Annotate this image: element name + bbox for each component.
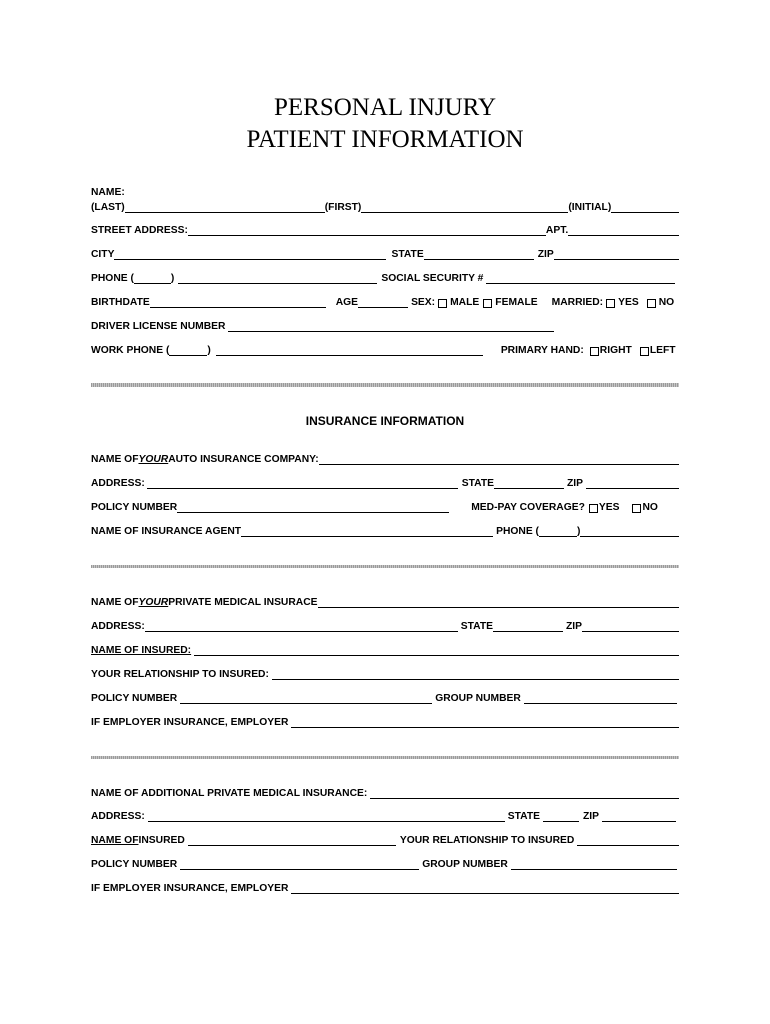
medical-zip-label: ZIP <box>566 621 583 632</box>
agent-phone-paren-close: ) <box>577 526 581 537</box>
state-field[interactable] <box>424 248 534 260</box>
auto-policy-field[interactable] <box>177 501 449 513</box>
auto-state-field[interactable] <box>494 477 564 489</box>
additional-zip-field[interactable] <box>602 810 676 822</box>
auto-zip-label: ZIP <box>567 478 584 489</box>
auto-insurance-name-label-prefix: NAME OF <box>91 454 139 465</box>
form-title-line1: PERSONAL INJURY <box>273 94 497 121</box>
medical-policy-row <box>91 691 679 705</box>
birthdate-field[interactable] <box>150 296 326 308</box>
ssn-field[interactable] <box>486 272 675 284</box>
agent-field[interactable] <box>241 525 493 537</box>
additional-state-field[interactable] <box>543 810 579 822</box>
agent-phone-number-field[interactable] <box>580 525 679 537</box>
medical-insurance-name-field[interactable] <box>318 596 679 608</box>
additional-address-field[interactable] <box>148 810 505 822</box>
auto-address-field[interactable] <box>147 477 458 489</box>
additional-group-label: GROUP NUMBER <box>422 859 508 870</box>
medical-insured-label: NAME OF INSURED: <box>91 645 192 656</box>
phone-paren-close: ) <box>170 273 175 284</box>
auto-policy-label: POLICY NUMBER <box>91 502 178 513</box>
additional-insurance-name-label: NAME OF ADDITIONAL PRIVATE MEDICAL INSURANCE: <box>91 788 368 799</box>
male-checkbox[interactable] <box>438 299 447 308</box>
auto-insurance-your-label: YOUR <box>138 454 169 465</box>
additional-address-label: ADDRESS: <box>91 811 145 822</box>
street-address-field[interactable] <box>188 224 546 236</box>
auto-address-row <box>91 476 679 490</box>
medical-relationship-field[interactable] <box>272 668 679 680</box>
agent-label: NAME OF INSURANCE AGENT <box>91 526 242 537</box>
additional-insured-label-prefix: NAME OF <box>91 835 139 846</box>
additional-insured-label-suffix: INSURED <box>138 835 185 846</box>
married-label: MARRIED: <box>551 297 604 308</box>
medical-policy-field[interactable] <box>180 692 432 704</box>
right-hand-label: RIGHT <box>599 345 632 356</box>
married-yes-checkbox[interactable] <box>606 299 615 308</box>
section-divider <box>91 383 679 387</box>
agent-row <box>91 524 679 538</box>
medical-employer-field[interactable] <box>291 716 679 728</box>
form-title-line2: PATIENT INFORMATION <box>246 126 524 153</box>
married-yes-label: YES <box>618 297 639 308</box>
initial-field[interactable] <box>611 201 679 213</box>
medical-employer-row <box>91 715 679 729</box>
medical-insured-row <box>91 643 679 657</box>
name-label: NAME: <box>91 187 125 198</box>
street-row <box>91 223 679 237</box>
medpay-no-checkbox[interactable] <box>632 504 641 513</box>
last-name-label: (LAST) <box>91 202 125 213</box>
section-divider <box>91 565 679 568</box>
additional-zip-label: ZIP <box>583 811 600 822</box>
city-row <box>91 247 679 261</box>
phone-area-code-field[interactable] <box>134 272 171 284</box>
city-label: CITY <box>91 249 115 260</box>
zip-field[interactable] <box>554 248 679 260</box>
apt-label: APT. <box>545 225 569 236</box>
left-hand-label: LEFT <box>649 345 676 356</box>
auto-state-label: STATE <box>461 478 495 489</box>
male-label: MALE <box>450 297 480 308</box>
last-name-field[interactable] <box>125 201 325 213</box>
medpay-no-label: NO <box>642 502 658 513</box>
medical-relationship-row <box>91 667 679 681</box>
medical-group-field[interactable] <box>524 692 677 704</box>
additional-group-field[interactable] <box>511 858 677 870</box>
additional-insured-row <box>91 833 679 847</box>
name-row <box>91 200 679 214</box>
agent-phone-area-code-field[interactable] <box>539 525 577 537</box>
additional-address-row <box>91 809 679 823</box>
auto-address-label: ADDRESS: <box>91 478 145 489</box>
birthdate-row <box>91 295 679 309</box>
section-divider <box>91 756 679 759</box>
apt-field[interactable] <box>568 224 679 236</box>
additional-policy-row <box>91 857 679 871</box>
state-label: STATE <box>391 249 424 260</box>
medical-insurance-name-label-prefix: NAME OF <box>91 597 139 608</box>
work-phone-label: WORK PHONE ( <box>91 345 170 356</box>
female-checkbox[interactable] <box>483 299 492 308</box>
additional-insured-field[interactable] <box>188 834 396 846</box>
medical-insurance-name-label-suffix: PRIVATE MEDICAL INSURACE <box>168 597 318 608</box>
birthdate-label: BIRTHDATE <box>91 297 150 308</box>
medpay-yes-checkbox[interactable] <box>589 504 598 513</box>
city-field[interactable] <box>114 248 386 260</box>
additional-policy-field[interactable] <box>180 858 419 870</box>
agent-phone-label: PHONE ( <box>496 526 539 537</box>
medical-state-field[interactable] <box>493 620 563 632</box>
age-label: AGE <box>335 297 359 308</box>
additional-employer-row <box>91 881 679 895</box>
medical-state-label: STATE <box>460 621 494 632</box>
auto-insurance-name-row <box>91 452 679 466</box>
medical-insurance-your-label: YOUR <box>138 597 169 608</box>
primary-hand-label: PRIMARY HAND: <box>500 345 584 356</box>
work-phone-row <box>91 343 679 357</box>
driver-license-label: DRIVER LICENSE NUMBER <box>91 321 226 332</box>
medical-insurance-name-row <box>91 595 679 609</box>
medical-relationship-label: YOUR RELATIONSHIP TO INSURED: <box>91 669 269 680</box>
left-hand-checkbox[interactable] <box>640 347 649 356</box>
phone-label: PHONE ( <box>91 273 134 284</box>
age-field[interactable] <box>358 296 408 308</box>
street-address-label: STREET ADDRESS: <box>91 225 188 236</box>
medical-policy-label: POLICY NUMBER <box>91 693 178 704</box>
first-name-field[interactable] <box>361 201 568 213</box>
additional-employer-field[interactable] <box>291 882 679 894</box>
medical-address-field[interactable] <box>145 620 458 632</box>
additional-insurance-name-row <box>91 786 679 800</box>
work-phone-area-code-field[interactable] <box>169 344 207 356</box>
first-name-label: (FIRST) <box>324 202 362 213</box>
auto-insurance-name-label-suffix: AUTO INSURANCE COMPANY: <box>168 454 319 465</box>
initial-label: (INITIAL) <box>568 202 612 213</box>
auto-insurance-name-field[interactable] <box>319 453 679 465</box>
phone-row <box>91 271 679 285</box>
work-phone-number-field[interactable] <box>216 344 483 356</box>
driver-license-row <box>91 319 679 333</box>
medical-address-row <box>91 619 679 633</box>
medical-insured-field[interactable] <box>194 644 679 656</box>
zip-label: ZIP <box>537 249 554 260</box>
work-phone-paren-close: ) <box>207 345 211 356</box>
additional-relationship-label: YOUR RELATIONSHIP TO INSURED <box>399 835 575 846</box>
auto-zip-field[interactable] <box>586 477 679 489</box>
additional-relationship-field[interactable] <box>577 834 679 846</box>
sex-label: SEX: <box>411 297 436 308</box>
additional-policy-label: POLICY NUMBER <box>91 859 178 870</box>
ssn-label: SOCIAL SECURITY # <box>381 273 484 284</box>
medpay-yes-label: YES <box>598 502 620 513</box>
medical-address-label: ADDRESS: <box>91 621 145 632</box>
right-hand-checkbox[interactable] <box>590 347 599 356</box>
medical-zip-field[interactable] <box>582 620 679 632</box>
insurance-heading: INSURANCE INFORMATION <box>305 414 465 428</box>
medical-group-label: GROUP NUMBER <box>435 693 521 704</box>
medical-employer-label: IF EMPLOYER INSURANCE, EMPLOYER <box>91 717 289 728</box>
medpay-label: MED-PAY COVERAGE? <box>471 502 585 513</box>
married-no-checkbox[interactable] <box>647 299 656 308</box>
married-no-label: NO <box>658 297 675 308</box>
additional-insurance-name-field[interactable] <box>370 787 679 799</box>
driver-license-field[interactable] <box>228 320 554 332</box>
name-heading-row <box>91 185 679 199</box>
additional-state-label: STATE <box>507 811 541 822</box>
phone-number-field[interactable] <box>178 272 377 284</box>
auto-policy-row <box>91 500 679 514</box>
female-label: FEMALE <box>495 297 538 308</box>
additional-employer-label: IF EMPLOYER INSURANCE, EMPLOYER <box>91 883 289 894</box>
